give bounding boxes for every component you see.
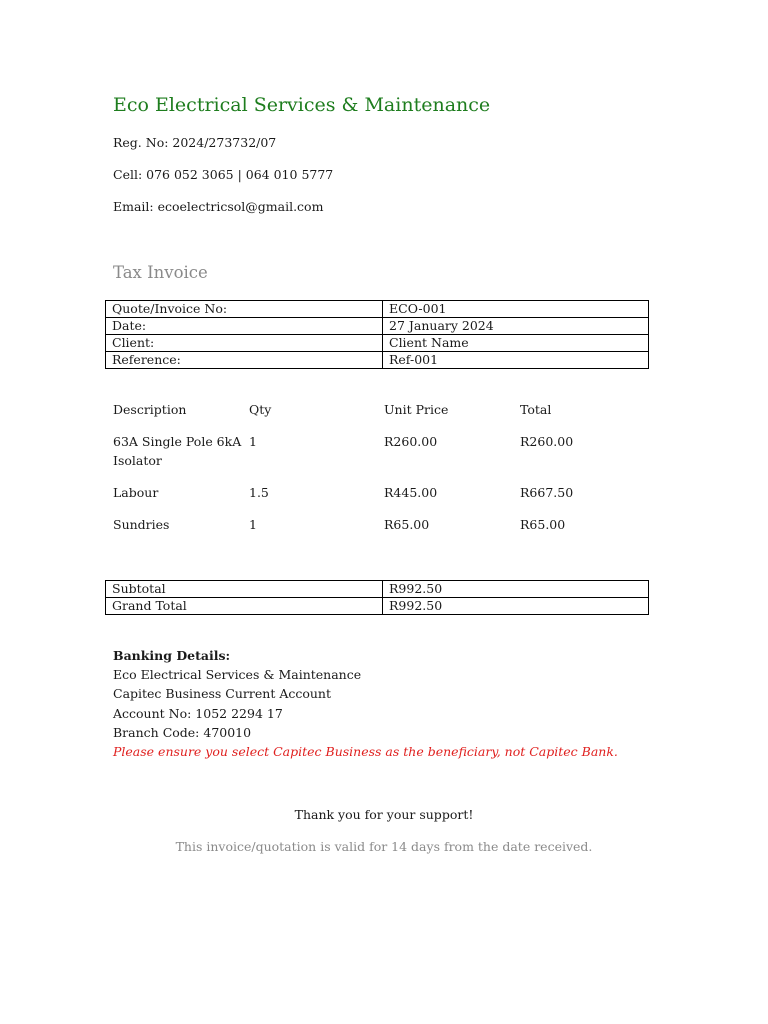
column-header-description: Description [113,402,187,417]
line-items-header [113,400,649,432]
detail-label: Date: [106,318,383,335]
item-unit-price: R65.00 [384,517,430,532]
detail-label: Quote/Invoice No: [106,301,383,318]
validity-note: This invoice/quotation is valid for 14 days from the date received. [175,839,593,854]
cell-numbers: Cell: 076 052 3065 | 064 010 5777 [113,167,334,182]
table-row [106,318,649,335]
item-unit-price: R445.00 [384,485,438,500]
banking-details [113,646,618,761]
table-row [106,581,649,598]
banking-heading: Banking Details: [113,648,231,663]
item-qty: 1.5 [249,485,269,500]
item-total: R667.50 [520,485,574,500]
detail-value: ECO-001 [383,301,649,318]
grand-total-value: R992.50 [383,598,649,615]
item-qty: 1 [249,434,257,449]
line-items [113,400,649,547]
beneficiary-notice: Please ensure you select Capitec Business as the beneficiary, not Capitec Bank. [113,744,618,760]
subtotal-value: R992.50 [383,581,649,598]
detail-label: Reference: [106,352,383,369]
document-title: Tax Invoice [113,263,208,282]
item-total: R65.00 [520,517,566,532]
detail-value: 27 January 2024 [383,318,649,335]
list-item [113,432,649,483]
item-qty: 1 [249,517,257,532]
registration-number: Reg. No: 2024/273732/07 [113,135,277,150]
item-unit-price: R260.00 [384,434,438,449]
column-header-qty: Qty [249,402,272,417]
bank-account-type: Capitec Business Current Account [113,686,331,702]
column-header-total: Total [520,402,552,417]
bank-account-name: Eco Electrical Services & Maintenance [113,667,362,683]
email-address: Email: ecoelectricsol@gmail.com [113,199,324,214]
bank-branch-code: Branch Code: 470010 [113,724,252,740]
column-header-unit-price: Unit Price [384,402,449,417]
bank-account-number: Account No: 1052 2294 17 [113,705,283,721]
item-description: Sundries [113,517,170,532]
company-name: Eco Electrical Services & Maintenance [113,94,491,116]
detail-label: Client: [106,335,383,352]
thank-you-message: Thank you for your support! [294,807,474,822]
grand-total-label: Grand Total [106,598,383,615]
detail-value: Ref-001 [383,352,649,369]
invoice-details-table [105,300,649,369]
item-description: 63A Single Pole 6kA Isolator [113,434,242,468]
totals-table [105,580,649,615]
item-description: Labour [113,485,159,500]
subtotal-label: Subtotal [106,581,383,598]
list-item [113,483,649,515]
detail-value: Client Name [383,335,649,352]
table-row [106,352,649,369]
list-item [113,515,649,547]
table-row [106,301,649,318]
item-total: R260.00 [520,434,574,449]
table-row [106,335,649,352]
table-row [106,598,649,615]
